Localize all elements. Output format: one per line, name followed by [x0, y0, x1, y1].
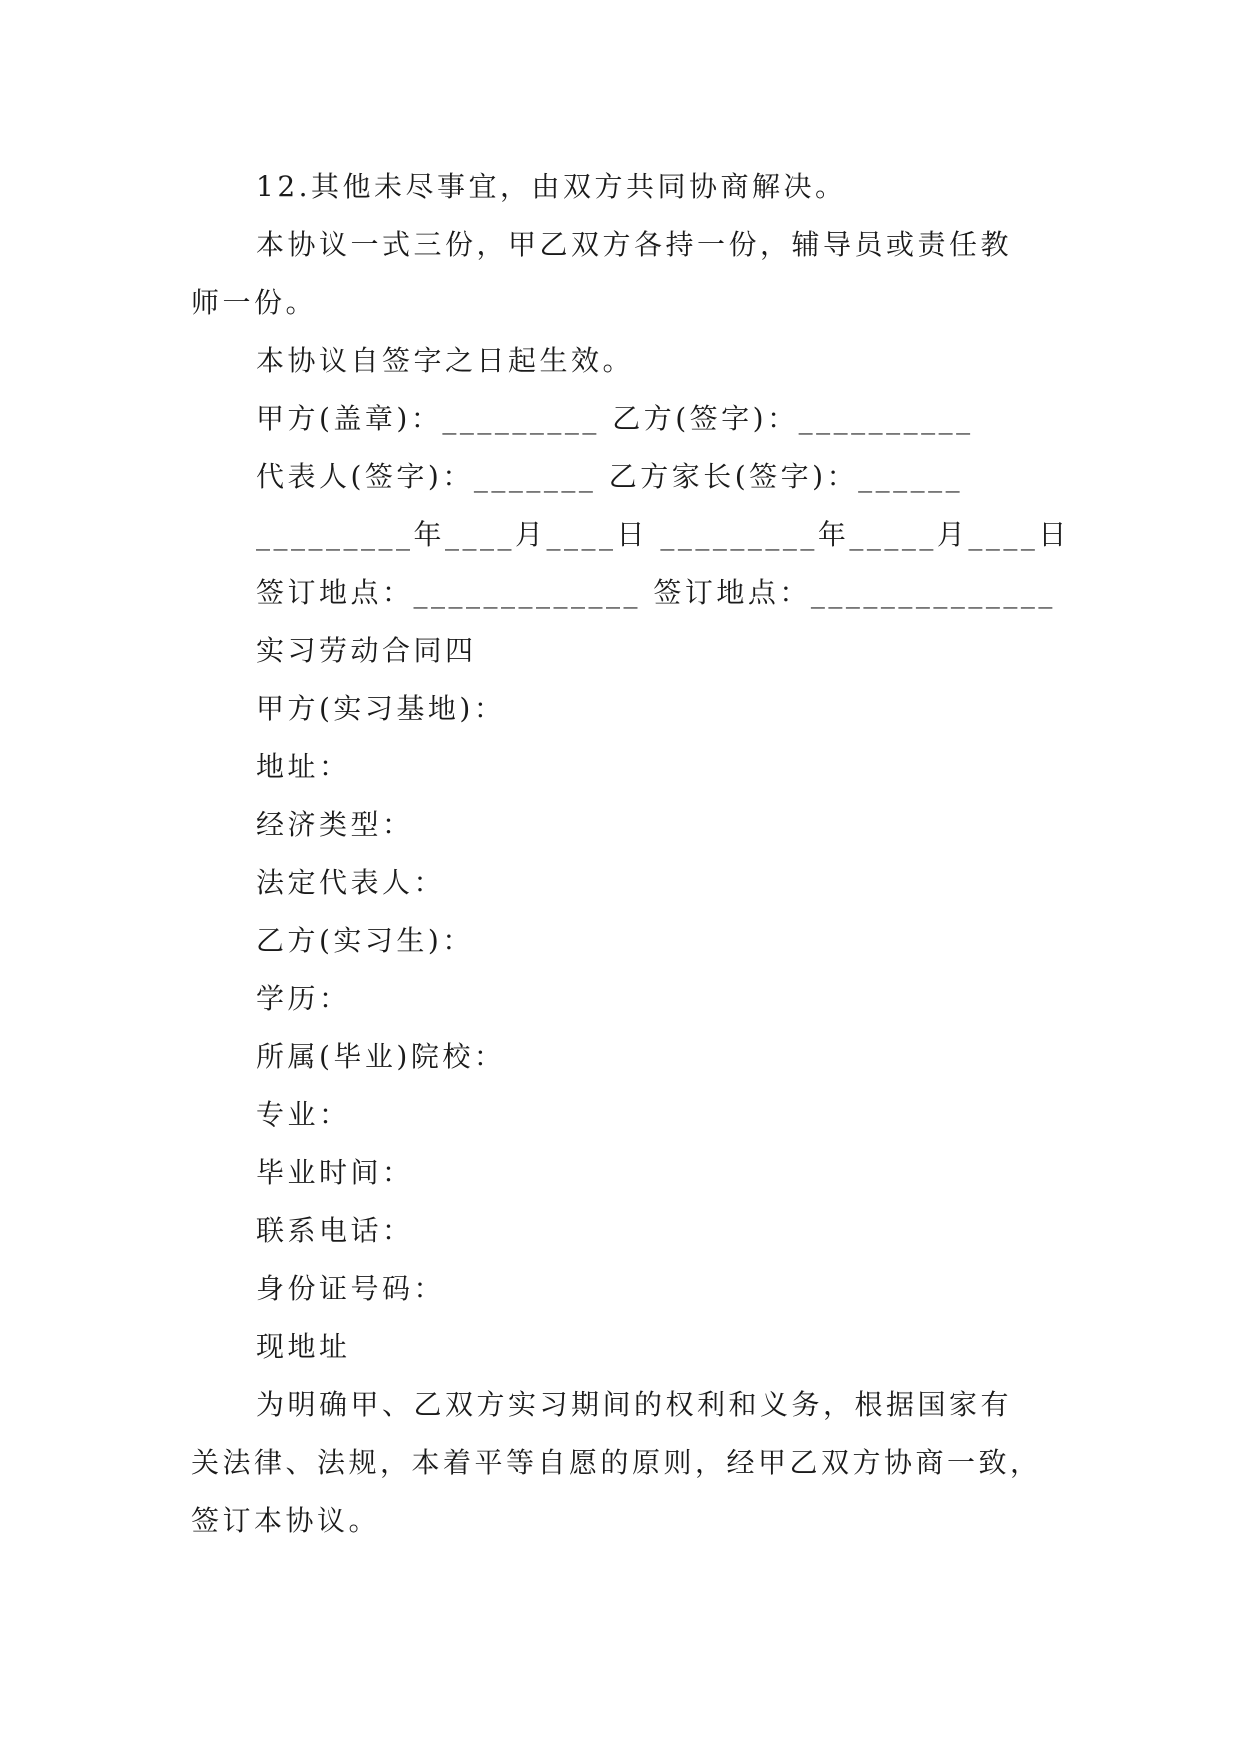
field-party-b: 乙方(实习生)：	[256, 924, 474, 957]
field-phone: 联系电话：	[256, 1214, 414, 1247]
field-major: 专业：	[256, 1098, 351, 1131]
preamble-line-1: 为明确甲、乙双方实习期间的权利和义务，根据国家有	[256, 1388, 1013, 1421]
field-legal-representative: 法定代表人：	[256, 866, 446, 899]
clause-12: 12.其他未尽事宜，由双方共同协商解决。	[256, 170, 847, 203]
field-school: 所属(毕业)院校：	[256, 1040, 506, 1073]
copies-clause-line-1: 本协议一式三份，甲乙双方各持一份，辅导员或责任教	[256, 228, 1013, 261]
field-party-a: 甲方(实习基地)：	[256, 692, 506, 725]
copies-clause-line-2: 师一份。	[191, 286, 318, 319]
signing-location-line: 签订地点：_____________ 签订地点：______________	[256, 576, 1056, 609]
effective-clause: 本协议自签字之日起生效。	[256, 344, 635, 377]
field-current-address: 现地址	[256, 1330, 351, 1363]
signature-line-representative: 代表人(签字)：_______ 乙方家长(签字)：______	[256, 460, 964, 493]
field-address: 地址：	[256, 750, 351, 783]
preamble-line-2: 关法律、法规，本着平等自愿的原则，经甲乙双方协商一致，	[191, 1446, 1042, 1479]
contract-title: 实习劳动合同四	[256, 634, 477, 667]
preamble-line-3: 签订本协议。	[191, 1504, 381, 1537]
field-id-number: 身份证号码：	[256, 1272, 446, 1305]
field-graduation-time: 毕业时间：	[256, 1156, 414, 1189]
field-education: 学历：	[256, 982, 351, 1015]
signature-line-party-a: 甲方(盖章)：_________ 乙方(签字)：__________	[256, 402, 974, 435]
field-economic-type: 经济类型：	[256, 808, 414, 841]
signature-date-line: _________年____月____日 _________年_____月____日	[256, 518, 1070, 551]
